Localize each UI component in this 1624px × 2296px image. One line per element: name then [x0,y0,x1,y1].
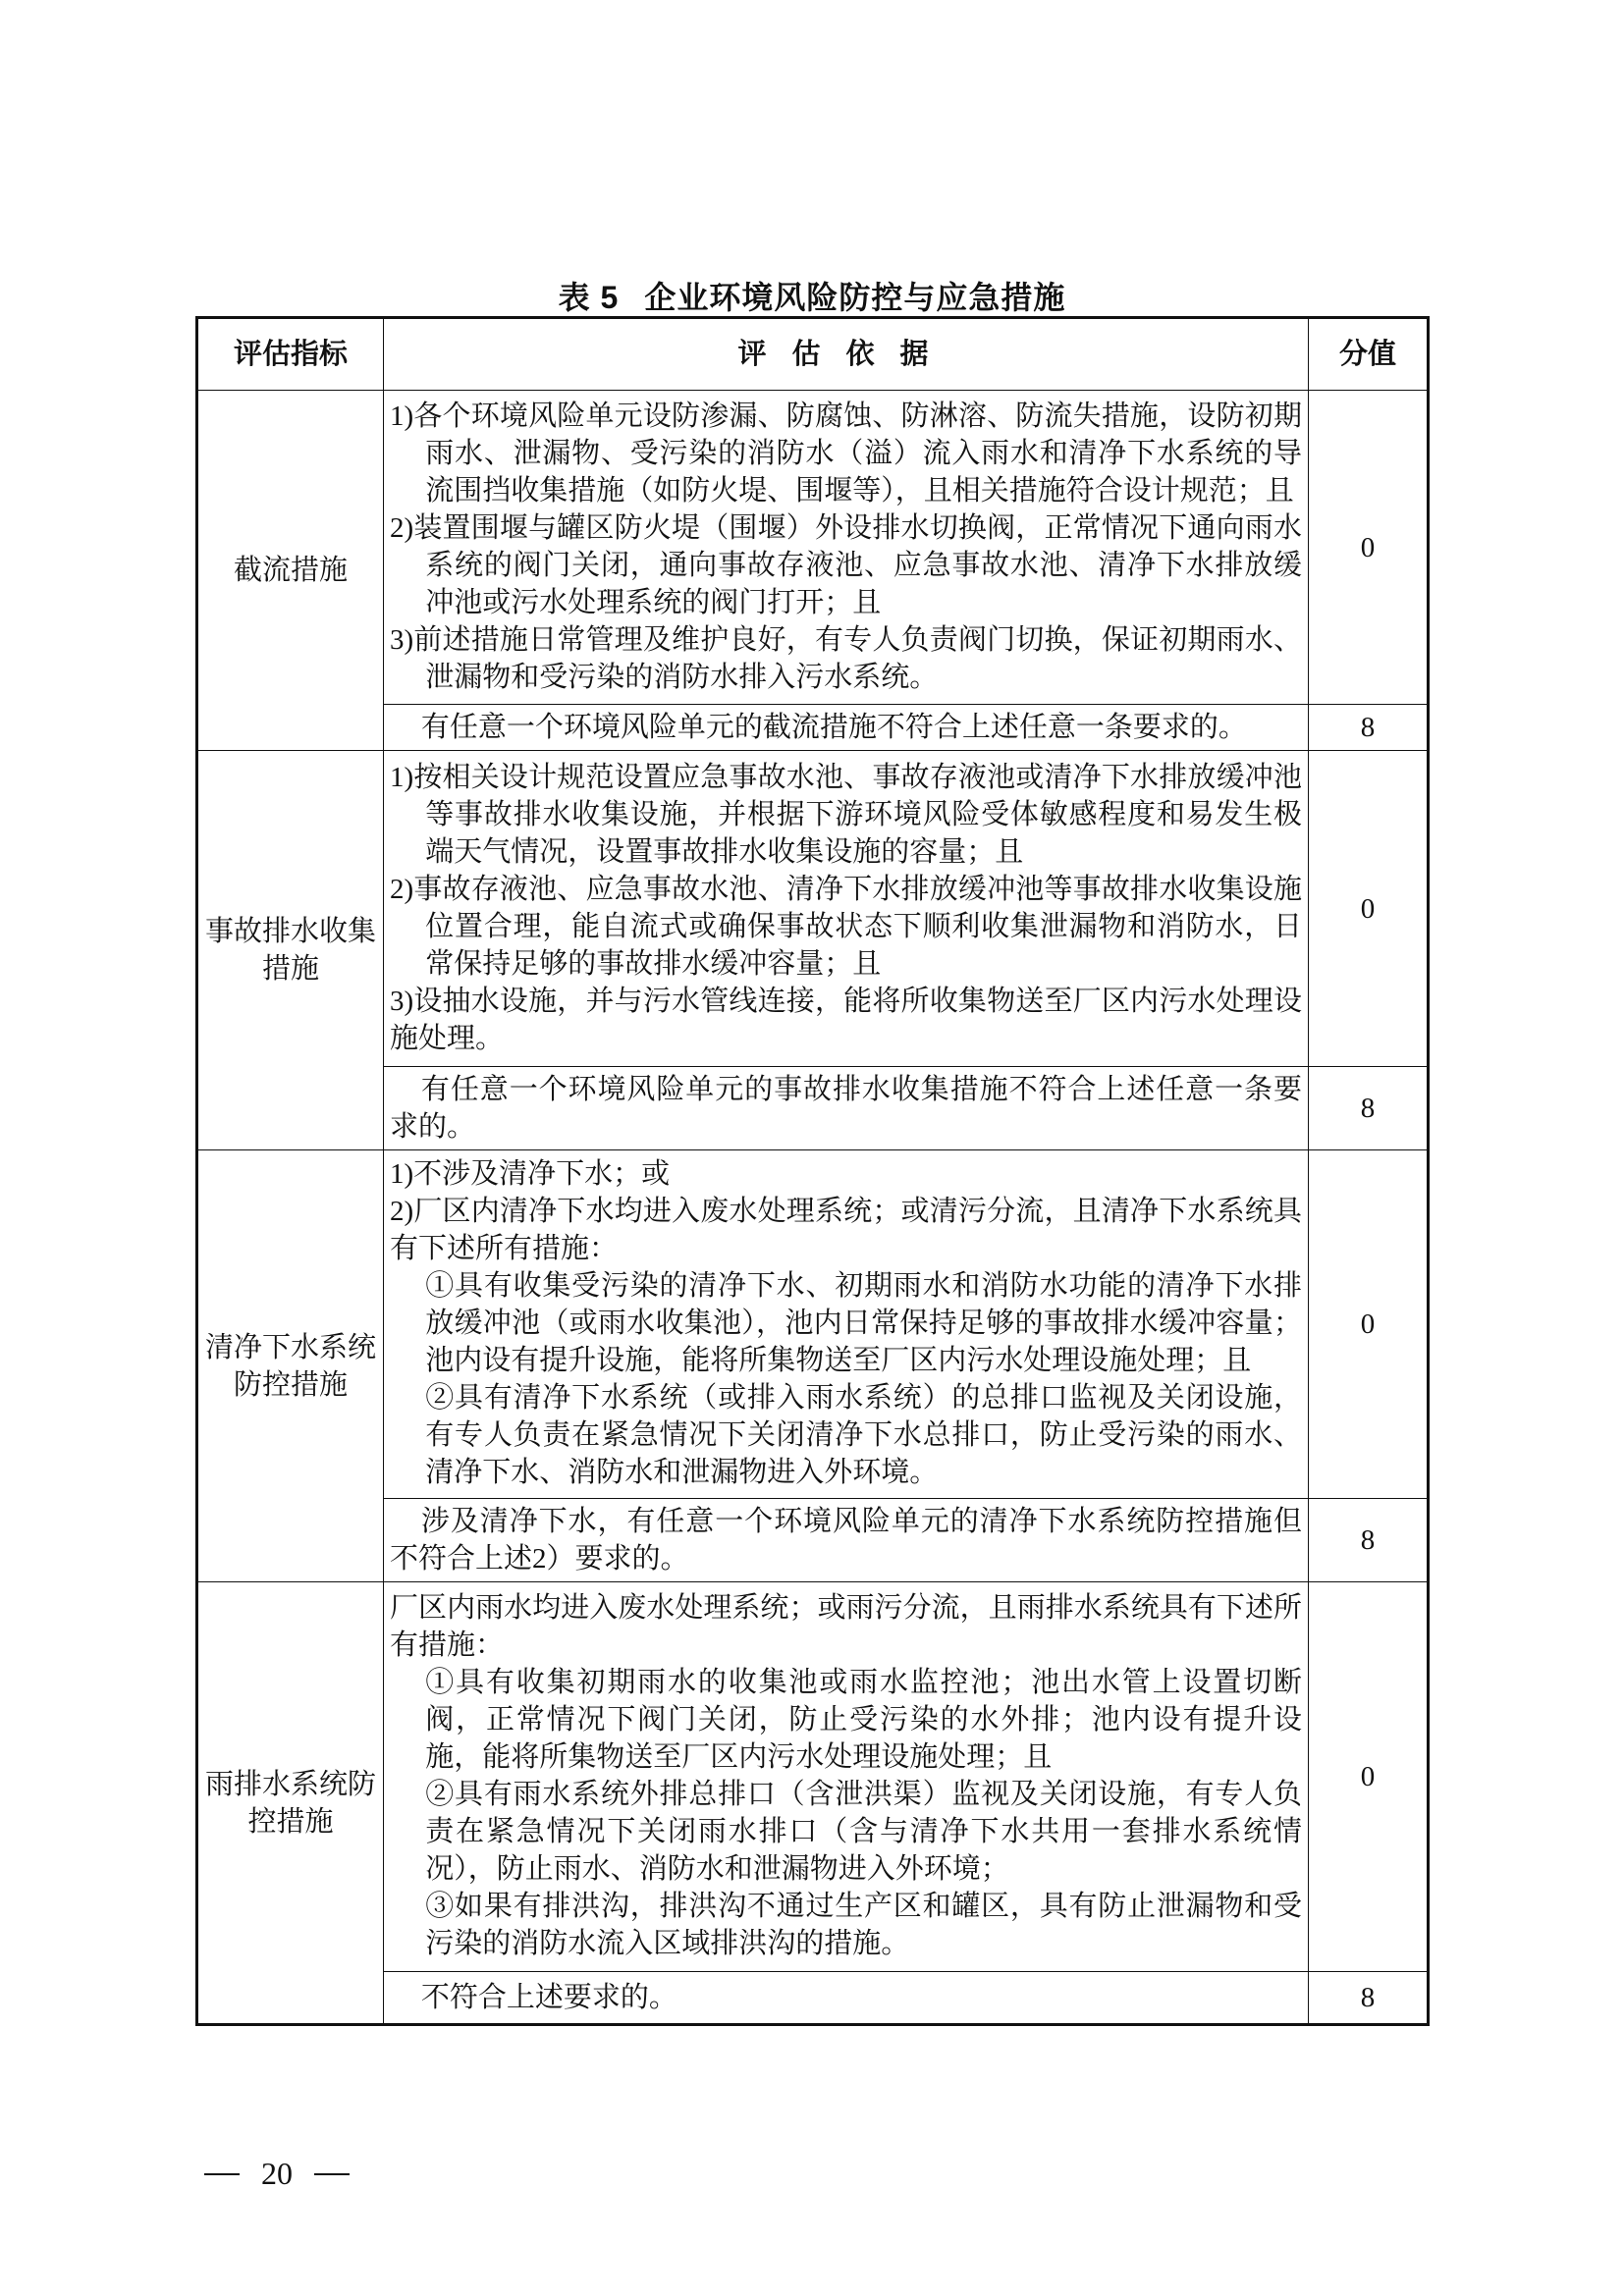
fail-criteria-cell: 涉及清净下水，有任意一个环境风险单元的清净下水系统防控措施但不符合上述2）要求的。 [384,1499,1309,1582]
criteria-item: ①具有收集受污染的清净下水、初期雨水和消防水功能的清净下水排放缓冲池（或雨水收集池），池内日常保持足够的事故排水缓冲容量；池内设有提升设施，能将所集物送至厂区内污水处理设施处理；且 [425,1270,1302,1376]
indicator-cell: 雨排水系统防控措施 [197,1582,384,2025]
indicator-cell: 事故排水收集措施 [197,751,384,1150]
fail-score-cell: 8 [1309,1499,1429,1582]
table-row [197,1150,1429,1499]
criteria-item: ②具有清净下水系统（或排入雨水系统）的总排口监视及关闭设施，有专人负责在紧急情况下关闭清净下水总排口，防止受污染的雨水、清净下水、消防水和泄漏物进入外环境。 [425,1382,1302,1488]
criteria-item: 3)设抽水设施，并与污水管线连接，能将所收集物送至厂区内污水处理设施处理。 [390,985,1302,1054]
criteria-item: ③如果有排洪沟，排洪沟不通过生产区和罐区，具有防止泄漏物和受污染的消防水流入区域排洪沟的措施。 [425,1891,1302,1959]
fail-score-cell: 8 [1309,1972,1429,2025]
criteria-cell [384,1150,1309,1499]
criteria-item: 2)厂区内清净下水均进入废水处理系统；或清污分流，且清净下水系统具有下述所有措施： [390,1196,1302,1264]
score-cell: 0 [1309,1150,1429,1499]
header-indicator: 评估指标 [197,318,384,391]
score-cell: 0 [1309,391,1429,705]
header-score: 分值 [1309,318,1429,391]
page-number [204,2156,350,2192]
fail-criteria-cell: 不符合上述要求的。 [384,1972,1309,2025]
criteria-item: 3)前述措施日常管理及维护良好，有专人负责阀门切换，保证初期雨水、泄漏物和受污染的消防水排入污水系统。 [390,623,1302,693]
criteria-item: ②具有雨水系统外排总排口（含泄洪渠）监视及关闭设施，有专人负责在紧急情况下关闭雨水排口（含与清净下水共用一套排水系统情况），防止雨水、消防水和泄漏物进入外环境； [425,1779,1302,1885]
table-row [197,751,1429,1067]
score-cell: 0 [1309,751,1429,1067]
criteria-item: 2)装置围堰与罐区防火堤（围堰）外设排水切换阀，正常情况下通向雨水系统的阀门关闭，通向事故存液池、应急事故水池、清净下水排放缓冲池或污水处理系统的阀门打开；且 [390,511,1302,618]
criteria-cell [384,391,1309,705]
dash-right [314,2173,350,2175]
criteria-item: 2)事故存液池、应急事故水池、清净下水排放缓冲池等事故排水收集设施位置合理，能自流式或确保事故状态下顺利收集泄漏物和消防水，日常保持足够的事故排水缓冲容量；且 [390,873,1302,980]
table-row [197,1582,1429,1972]
fail-criteria-cell: 有任意一个环境风险单元的截流措施不符合上述任意一条要求的。 [384,705,1309,751]
criteria-item: 1)不涉及清净下水；或 [390,1158,671,1190]
fail-criteria-cell: 有任意一个环境风险单元的事故排水收集措施不符合上述任意一条要求的。 [384,1067,1309,1150]
table-row [197,391,1429,705]
header-criteria: 评估依据 [384,318,1309,391]
criteria-item: 1)各个环境风险单元设防渗漏、防腐蚀、防淋溶、防流失措施，设防初期雨水、泄漏物、受污染的消防水（溢）流入雨水和清净下水系统的导流围挡收集措施（如防火堤、围堰等），且相关措施符合设计规范；且 [390,400,1302,507]
table-header-row [197,318,1429,391]
dash-left [204,2173,240,2175]
page-number-text: 20 [261,2156,293,2191]
criteria-cell [384,751,1309,1067]
fail-score-cell: 8 [1309,1067,1429,1150]
criteria-item: 厂区内雨水均进入废水处理系统；或雨污分流，且雨排水系统具有下述所有措施： [390,1592,1302,1661]
table-title [0,273,1624,318]
fail-score-cell: 8 [1309,705,1429,751]
indicator-cell: 截流措施 [197,391,384,751]
criteria-cell [384,1582,1309,1972]
risk-measures-table [195,316,1430,2026]
indicator-cell: 清净下水系统防控措施 [197,1150,384,1582]
criteria-item: ①具有收集初期雨水的收集池或雨水监控池；池出水管上设置切断阀，正常情况下阀门关闭，防止受污染的水外排；池内设有提升设施，能将所集物送至厂区内污水处理设施处理；且 [425,1667,1302,1773]
table-number: 表 5 [558,280,620,315]
table-caption: 企业环境风险防控与应急措施 [644,280,1066,315]
score-cell: 0 [1309,1582,1429,1972]
criteria-item: 1)按相关设计规范设置应急事故水池、事故存液池或清净下水排放缓冲池等事故排水收集设施，并根据下游环境风险受体敏感程度和易发生极端天气情况，设置事故排水收集设施的容量；且 [390,761,1302,868]
